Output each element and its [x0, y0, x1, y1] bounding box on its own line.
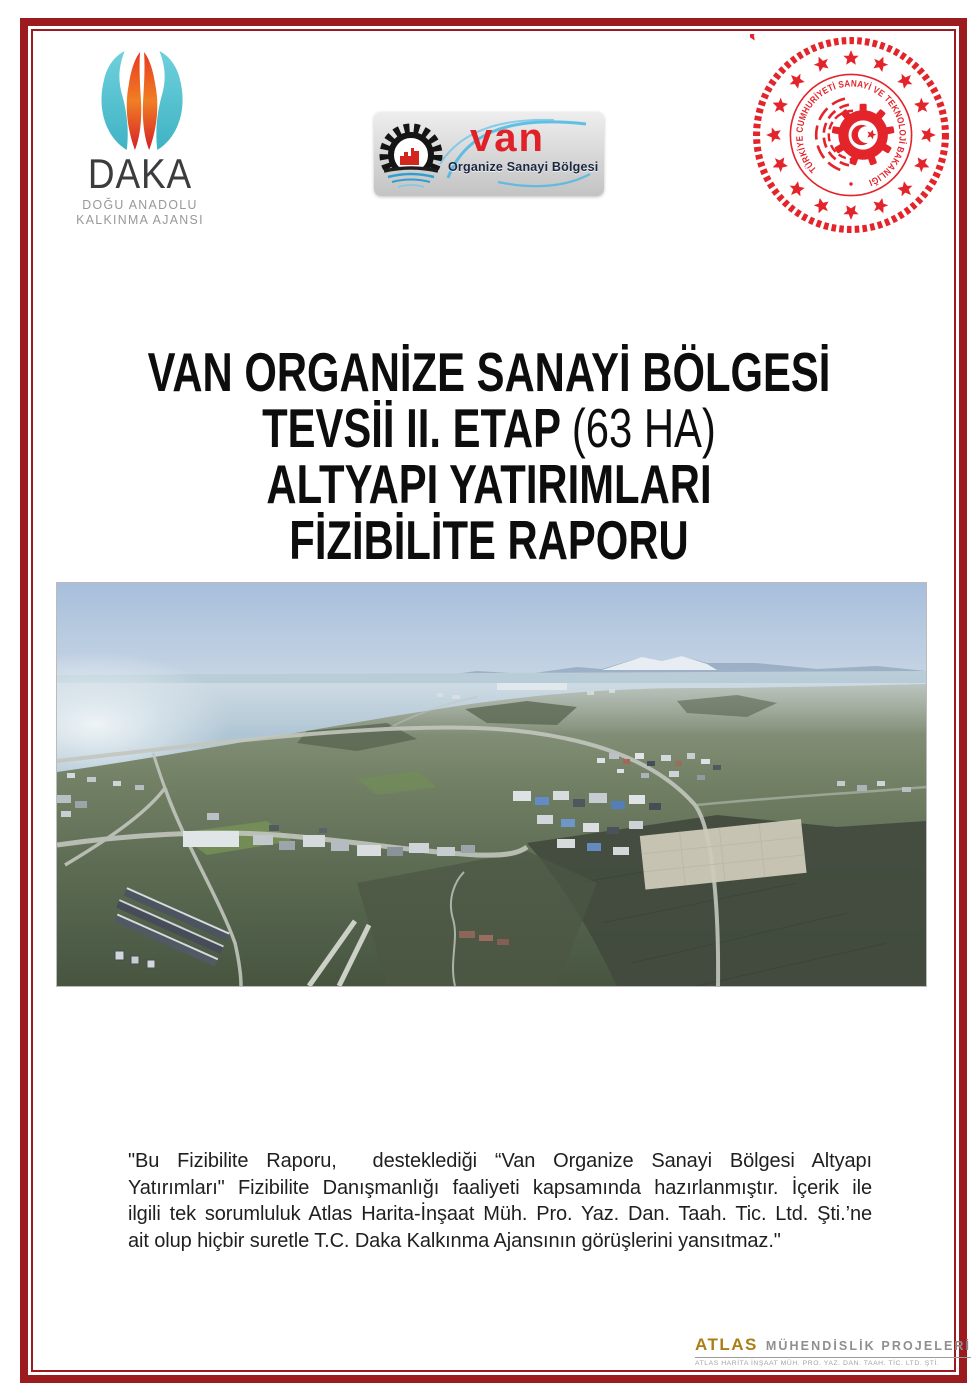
title-line-3: ALTYAPI YATIRIMLARI — [266, 453, 712, 515]
aerial-photo — [57, 583, 926, 986]
title-line-1: VAN ORGANİZE SANAYİ BÖLGESİ — [147, 341, 831, 403]
van-osb-logo — [374, 112, 604, 196]
report-title — [117, 341, 860, 571]
van-wordmark: van — [470, 116, 545, 160]
disclaimer-paragraph — [128, 1148, 872, 1254]
disclaimer-line: ait olup hiçbir suretle T.C. Daka Kalkınma Ajansının görüşlerini yansıtmaz." — [128, 1229, 781, 1252]
title-line-4: FİZİBİLİTE RAPORU — [289, 509, 689, 571]
daka-subline1: DOĞU ANADOLU — [82, 197, 198, 212]
van-osb-subtitle: Organize Sanayi Bölgesi — [448, 160, 599, 174]
disclaimer-line: Yatırımları" Fizibilite Danışmanlığı faaliyeti kapsamında hazırlanmıştır. İçerik ile — [128, 1176, 872, 1199]
ministry-seal-text: TÜRKİYE CUMHURİYETİ SANAYİ VE TEKNOLOJİ BAKANLIĞI — [794, 78, 908, 188]
atlas-company-line: ATLAS HARİTA İNŞAAT MÜH. PRO. YAZ. DAN. TAAH. TİC. LTD. ŞTİ. — [695, 1360, 940, 1367]
ministry-seal-icon — [750, 34, 952, 236]
gear-factory-icon — [378, 115, 444, 193]
title-line-2: TEVSİİ II. ETAP (63 HA) — [262, 397, 716, 459]
daka-acronym: DAKA — [87, 150, 193, 197]
disclaimer-line: "Bu Fizibilite Raporu, desteklediği “Van Organize Sanayi Bölgesi Altyapı — [128, 1150, 872, 1172]
atlas-tagline: MÜHENDİSLİK PROJELERİ — [765, 1339, 972, 1353]
disclaimer-line: ilgili tek sorumluluk Atlas Harita-İnşaat Müh. Pro. Yaz. Dan. Taah. Tic. Ltd. Şti.’ne — [128, 1203, 872, 1225]
atlas-logo — [690, 1318, 972, 1372]
daka-tulip-icon — [82, 48, 198, 152]
atlas-name: ATLAS — [695, 1335, 758, 1354]
daka-logo — [60, 48, 220, 227]
daka-subline2: KALKINMA AJANSI — [76, 212, 204, 227]
